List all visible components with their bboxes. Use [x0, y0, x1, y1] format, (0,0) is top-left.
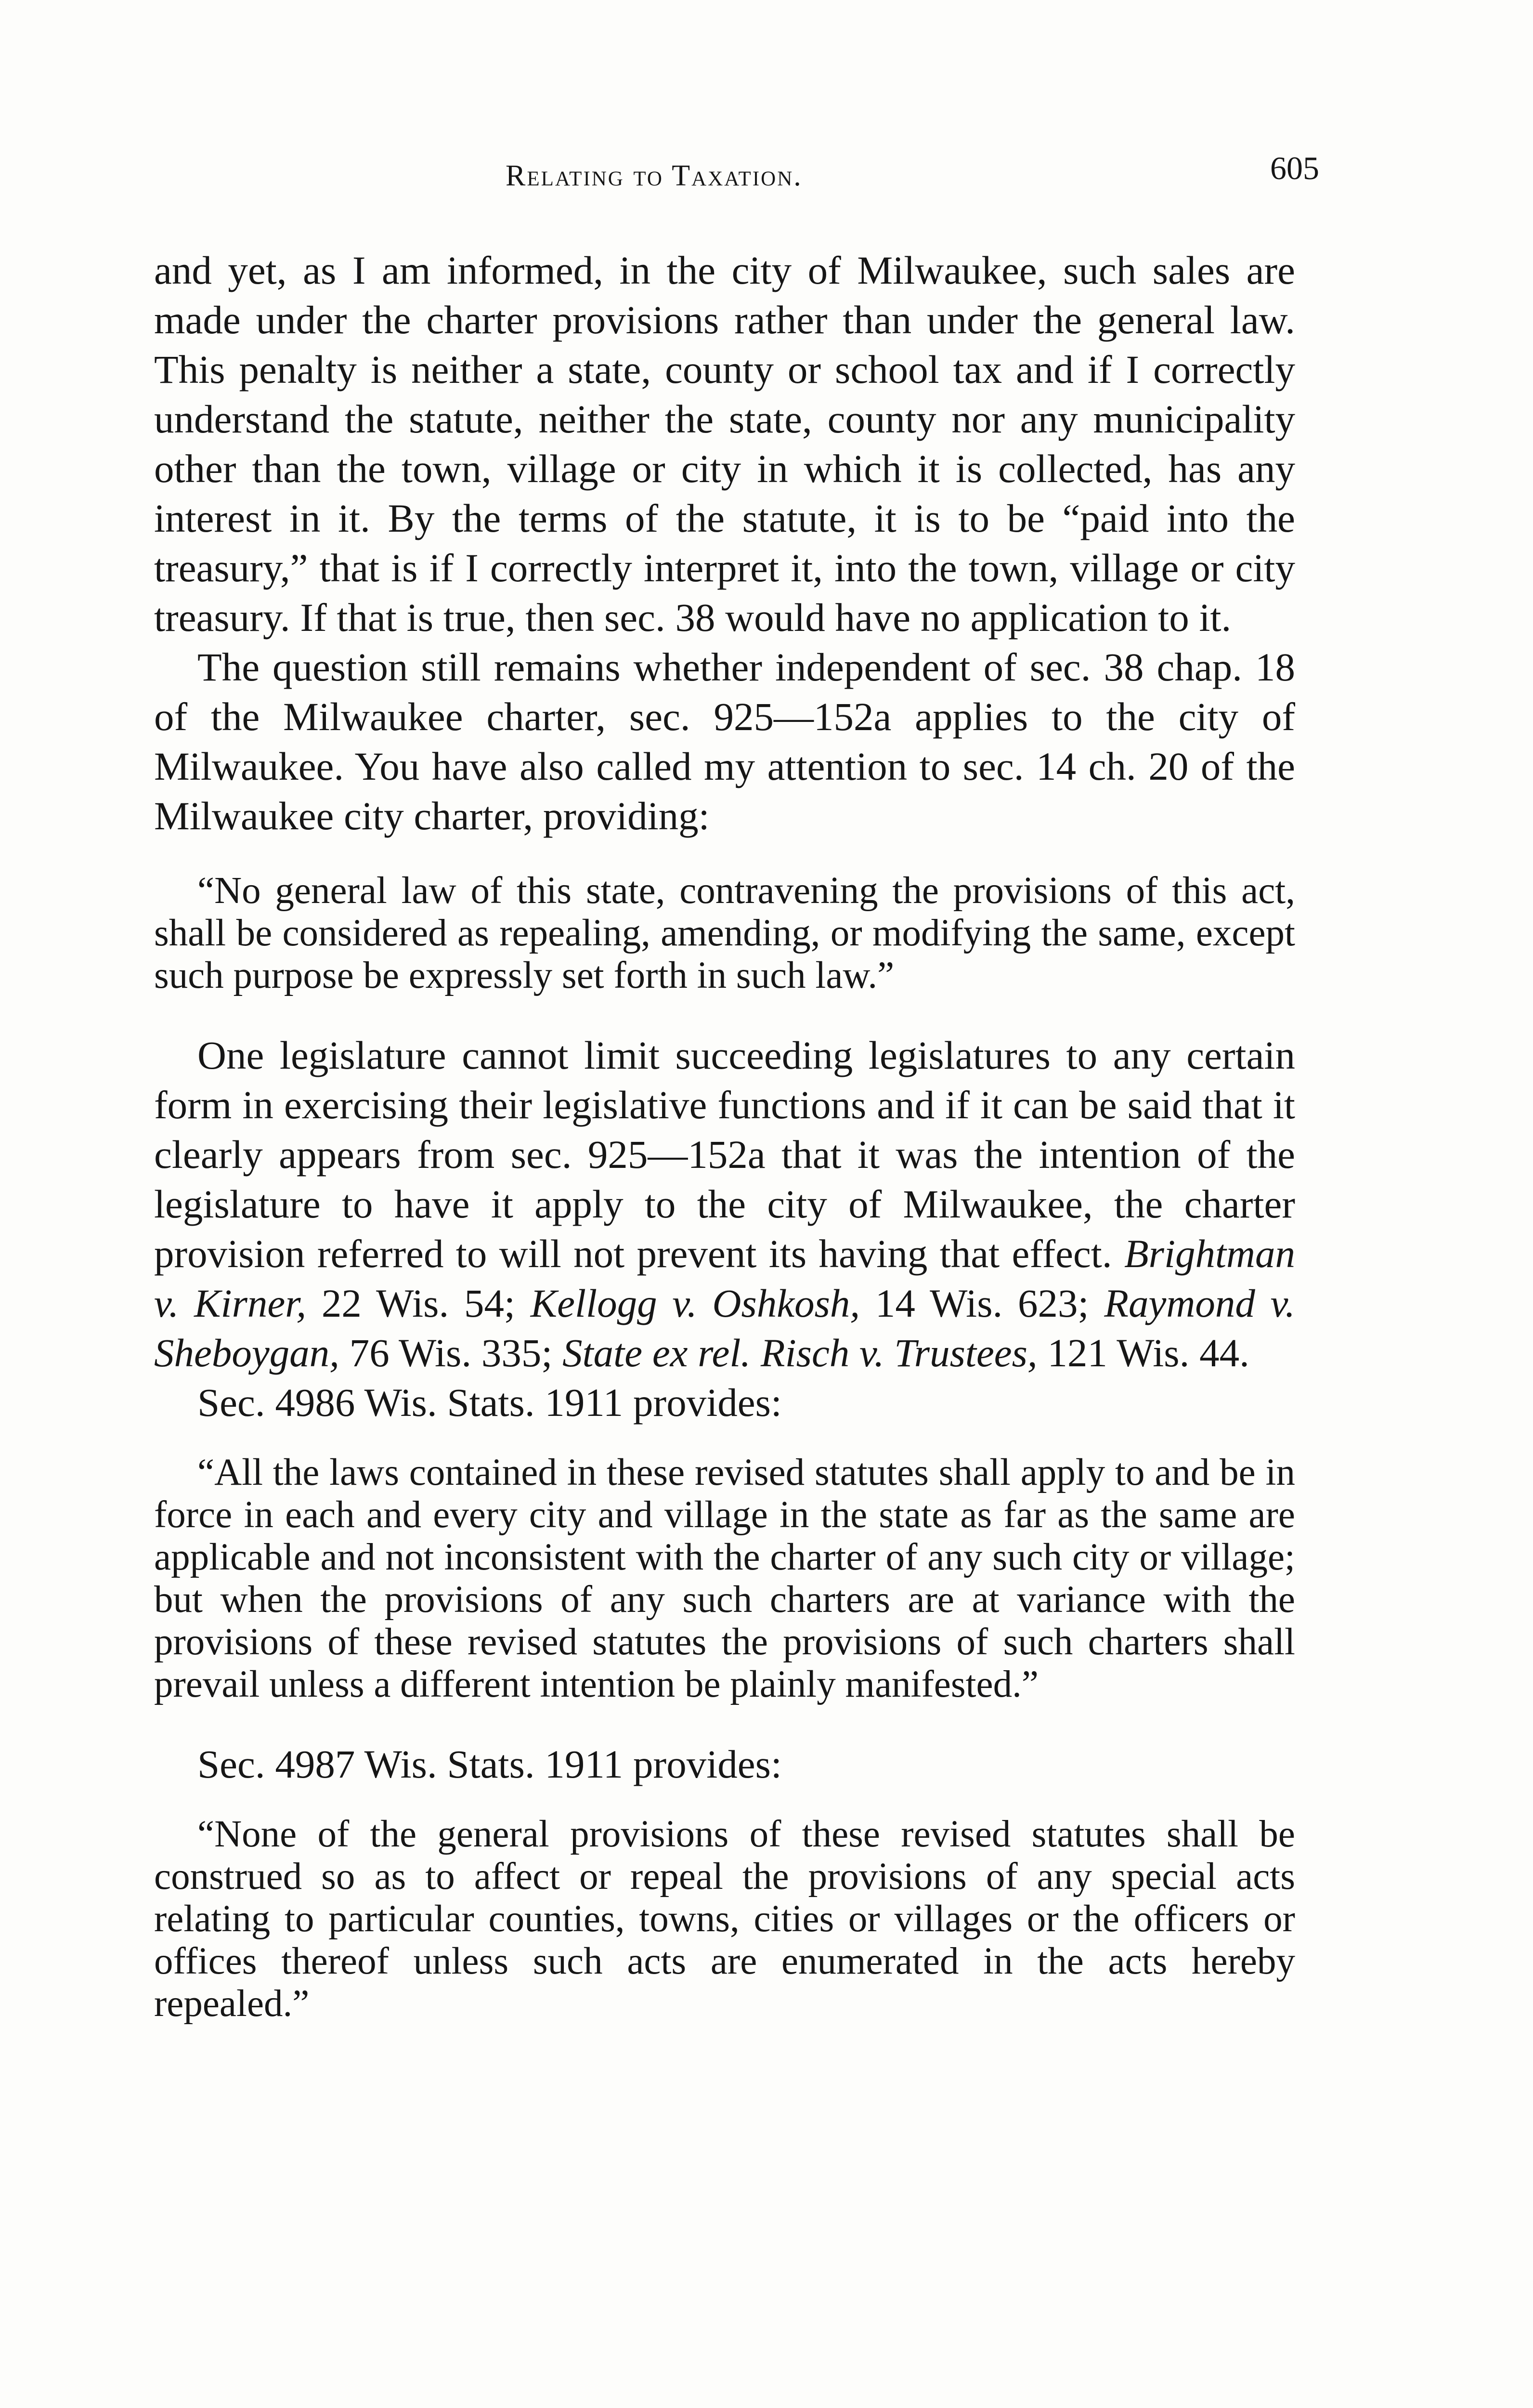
page-header — [154, 144, 1319, 202]
case-citation-brightman: Brightman v. Kirner, — [154, 1231, 1295, 1325]
case-citation-kellogg: Kellogg v. Oshkosh, — [530, 1281, 860, 1325]
case-citation-risch: State ex rel. Risch v. Trustees, — [562, 1331, 1038, 1375]
body-text — [154, 246, 1295, 2059]
citation-ref-2: 14 Wis. 623; — [860, 1281, 1104, 1325]
paragraph-4: Sec. 4986 Wis. Stats. 1911 provides: — [197, 1380, 782, 1425]
paragraph-5: Sec. 4987 Wis. Stats. 1911 provides: — [197, 1742, 782, 1786]
paragraph-3-text: One legislature cannot limit succeeding legislatures to any certain form in exercising their legislative functions and if it can be said that it clearly appears from sec. 925—152a that it was the intention of the legislature to have it apply to the city of Milwaukee, the charter provision referred to will not prevent its having that effect. — [154, 1033, 1295, 1276]
block-quote-charter: “No general law of this state, contravening the provisions of this act, shall be considered as repealing, amending, or modifying the same, except such purpose be expressly set forth in such law.” — [154, 870, 1295, 996]
block-quote-sec-4987: “None of the general provisions of these revised statutes shall be construed so as to affect or repeal the provisions of any special acts relating to particular counties, towns, cities or villages or the officers or offices thereof unless such acts are enumerated in the acts hereby repealed.” — [154, 1813, 1295, 2025]
block-quote-sec-4986: “All the laws contained in these revised statutes shall apply to and be in force in each and every city and village in the state as far as the same are applicable and not inconsistent with the charter of any such city or village; but when the provisions of any such charters are at variance with the provisions of these revised statutes the provisions of such charters shall prevail unless a different intention be plainly manifested.” — [154, 1452, 1295, 1705]
running-head: Relating to Taxation. — [506, 159, 803, 192]
case-citation-raymond: Raymond v. Sheboygan, — [154, 1281, 1295, 1375]
page-number: 605 — [1270, 150, 1319, 186]
paragraph-3 — [154, 1031, 1295, 1378]
citation-ref-1: 22 Wis. 54; — [306, 1281, 531, 1325]
paragraph-2: The question still remains whether independent of sec. 38 chap. 18 of the Milwaukee charter, sec. 925—152a applies to the city of Milwaukee. You have also called my attention to sec. 14 ch. 20 of the Milwaukee city charter, providing: — [154, 645, 1295, 838]
paragraph-1: and yet, as I am informed, in the city of Milwaukee, such sales are made under the charter provisions rather than under the general law. This penalty is neither a state, county or school tax and if I correctly understand the statute, neither the state, county nor any municipality other than the town, village or city in which it is collected, has any interest in it. By the terms of the statute, it is to be “paid into the treasury,” that is if I correctly interpret it, into the town, village or city treasury. If that is true, then sec. 38 would have no application to it. — [154, 248, 1295, 640]
citation-ref-3: 76 Wis. 335; — [339, 1331, 563, 1375]
citation-ref-4: 121 Wis. 44. — [1037, 1331, 1249, 1375]
